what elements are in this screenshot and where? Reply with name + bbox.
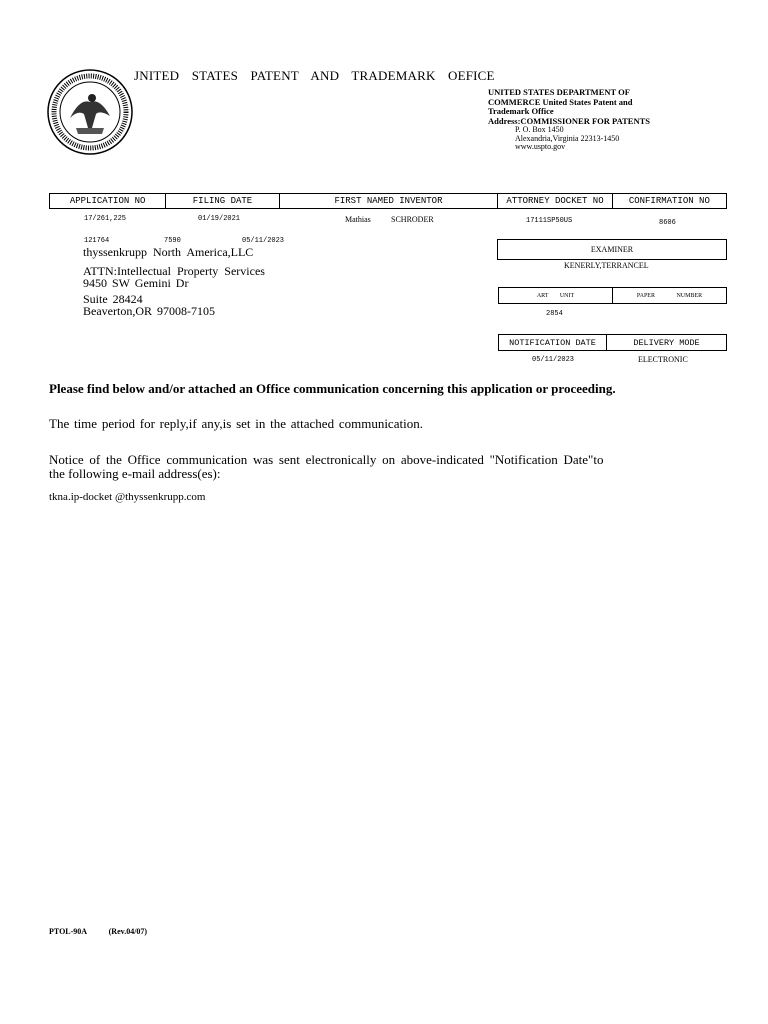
notification-box — [498, 334, 727, 351]
delivery-mode-value: ELECTRONIC — [638, 355, 688, 364]
examiner-label: EXAMINER — [590, 245, 634, 254]
confirmation-no-value: 8606 — [659, 219, 676, 227]
filing-date-value: 01/19/2021 — [198, 215, 241, 223]
city: Alexandria,Virginia 22313-1450 — [515, 133, 620, 143]
address-line1: thyssenkrupp North America,LLC — [83, 245, 254, 259]
header-filing-date: FILING DATE — [166, 194, 279, 208]
header-application-no: APPLICATION NO — [50, 194, 166, 208]
correspondence-date: 05/11/2023 — [242, 237, 285, 245]
dept-line3: Trademark Office — [488, 106, 554, 116]
email-notice-line2: the following e-mail address(es): — [49, 466, 221, 481]
application-no-value: 17/261,225 — [84, 215, 127, 223]
email-address: tkna.ip-docket @thyssenkrupp.com — [49, 491, 206, 503]
dept-line2: COMMERCE United States Patent and — [488, 96, 633, 107]
reply-period-notice: The time period for reply,if any,is set in the attached communication. — [49, 416, 423, 431]
dept-line4: Address:COMMISSIONER FOR PATENTS — [488, 115, 650, 126]
inventor-first-name: Mathias — [345, 215, 371, 224]
address-line3: 9450 SW Gemini Dr — [83, 276, 189, 290]
header-confirmation-no: CONFIRMATION NO — [628, 196, 710, 206]
address-line4: Suite 28424 — [83, 291, 143, 306]
po-box: P. O. Box 1450 — [515, 125, 564, 134]
office-title: JNITED STATES PATENT AND TRADEMARK OEFICE — [134, 68, 495, 83]
address-line2: ATTN:Intellectual Property Services — [83, 263, 265, 278]
paper-number-label: PAPER NUMBER — [636, 292, 703, 299]
examiner-label-box — [497, 239, 727, 259]
attorney-docket-value: 17111SP50US — [526, 217, 573, 225]
inventor-last-name: SCHRODER — [391, 215, 434, 224]
art-unit-value: 2854 — [546, 310, 563, 318]
uspto-seal — [46, 68, 134, 156]
office-communication-notice: Please find below and/or attached an Office communication concerning this application or proceeding. — [49, 381, 616, 396]
dept-line1: UNITED STATES DEPARTMENT OF — [488, 87, 630, 97]
header-attorney-docket-no: ATTORNEY DOCKET NO — [498, 194, 612, 208]
application-header-table — [49, 193, 727, 209]
form-number: PTOL-90A — [49, 927, 87, 936]
correspondence-code: 7590 — [164, 237, 181, 245]
form-footer — [49, 927, 147, 936]
header-first-named-inventor: FIRST NAMED INVENTOR — [280, 194, 499, 208]
art-unit-label: ART UNIT — [499, 288, 613, 303]
correspondence-address — [83, 246, 265, 318]
website: www.uspto.gov — [515, 142, 566, 151]
department-address — [488, 88, 658, 152]
examiner-name: KENERLY,TERRANCEL — [564, 261, 649, 270]
notification-date-value: 05/11/2023 — [532, 356, 575, 364]
email-notice-line1: Notice of the Office communication was sent electronically on above-indicated "Notification Date"to — [49, 452, 604, 467]
delivery-mode-label: DELIVERY MODE — [633, 337, 700, 348]
art-unit-box — [498, 287, 727, 304]
customer-number: 121764 — [84, 237, 110, 245]
notification-date-label: NOTIFICATION DATE — [499, 335, 607, 350]
address-line5: Beaverton,OR 97008-7105 — [83, 304, 215, 318]
form-revision: (Rev.04/07) — [108, 927, 148, 936]
examiner-divider — [497, 259, 727, 260]
